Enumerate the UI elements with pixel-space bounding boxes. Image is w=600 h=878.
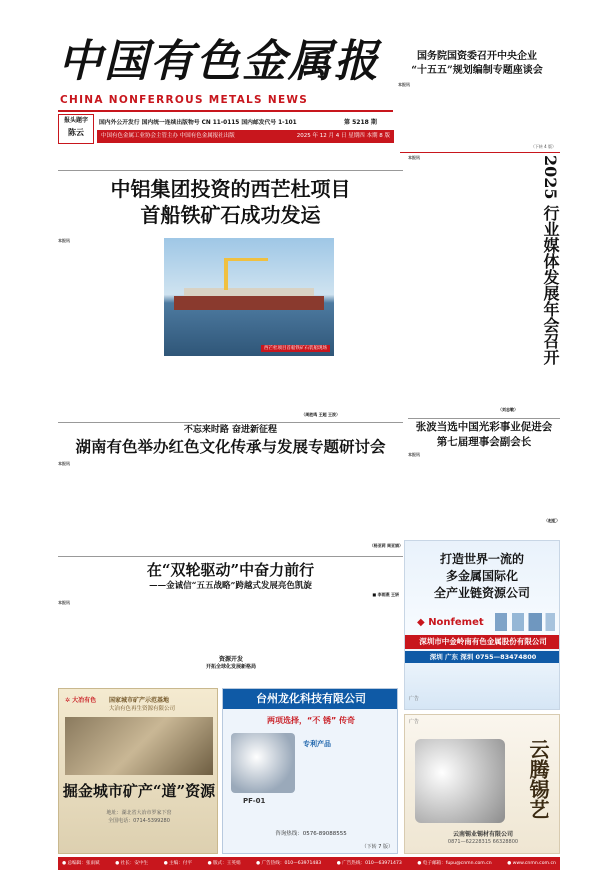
footer-website[interactable]: ● www.cnmn.com.cn	[507, 861, 556, 866]
footer-layout: ● 版式：王英娟	[207, 861, 241, 866]
footer-bar	[58, 857, 560, 870]
wheels-headline: 在“双轮驱动”中奋力前行	[146, 561, 315, 579]
lead-body-bottom	[164, 360, 334, 412]
masthead-title: 中国有色金属报	[58, 36, 380, 87]
lead-headline-1: 中铝集团投资的西芒杜项目	[110, 177, 351, 201]
yunteng-label: 广告	[409, 719, 420, 725]
zhang-author: （赵虹）	[544, 518, 560, 523]
city-mine-line1: 国家城市矿产示范基地	[109, 697, 170, 704]
culture-kicker: 不忘来时路 奋进新征程	[183, 425, 278, 435]
vertical-body	[408, 155, 536, 415]
taizhou-contact: 咨询热线：0576-89088555	[275, 831, 347, 837]
city-mine-logo	[65, 695, 96, 704]
culture-headline: 湖南有色举办红色文化传承与发展专题研讨会	[75, 437, 386, 456]
yunteng-ad	[404, 714, 560, 854]
zhang-headline-2: 第七届理事会副会长	[436, 436, 532, 448]
culture-byline: 本报讯	[58, 461, 70, 466]
taizhou-title: 台州龙化科技有限公司	[256, 692, 366, 705]
culture-body	[58, 461, 403, 543]
taizhou-product-photo	[231, 733, 295, 793]
taizhou-desc	[303, 751, 391, 811]
lead-divider	[58, 170, 403, 171]
sponsor-text: 中国有色金属工业协会主管主办 中国有色金属报社出版	[101, 133, 235, 139]
wheels-article	[58, 558, 403, 686]
top-right-article	[398, 50, 556, 150]
zhang-article	[408, 420, 560, 530]
yunteng-tins	[415, 739, 505, 823]
city-mine-addr2: 全国电话：0714-5399280	[108, 818, 170, 824]
footer-editor: ● 主编：付平	[163, 861, 193, 866]
wheels-section	[198, 654, 264, 670]
yunteng-phone: 0871—62228315 66328800	[447, 839, 519, 845]
footer-ad-hotline-1: ● 广告热线：010—63971483	[256, 861, 322, 866]
top-right-body	[398, 82, 556, 144]
masthead-line1: 国内外公开发行 国内统一连续出版物号 CN 11-0115 国内邮发代号 1-101	[99, 120, 297, 126]
nonfemet-label: 广告	[409, 696, 420, 702]
top-right-headline-1: 国务院国资委召开中央企业	[417, 51, 537, 62]
badge-line2: 陈云	[68, 128, 84, 137]
footer-chief-editor: ● 总编辑：张雨斌	[62, 861, 100, 866]
city-mine-ad	[58, 688, 218, 854]
ship-crane-arm	[224, 258, 268, 261]
top-right-more: （下转 4 版）	[530, 144, 556, 149]
top-right-headline-2: “十五五”规划编制专题座谈会	[411, 65, 543, 76]
issue-date: 2025 年 12 月 4 日 星期四 本期 8 版	[296, 133, 390, 139]
nonfemet-logo	[417, 617, 484, 628]
masthead-title-en: CHINA NONFERROUS METALS NEWS	[60, 94, 309, 106]
zhang-headline-1: 张波当选中国光彩事业促进会	[415, 421, 553, 433]
lead-body-right	[340, 238, 403, 418]
zhang-body	[408, 452, 560, 518]
zhang-byline: 本报讯	[408, 452, 420, 457]
badge-line1: 报头题字	[63, 117, 88, 124]
lead-photo-caption: 西芒杜项目首船铁矿石装船现场	[261, 345, 330, 352]
nonfemet-phone: 深圳 广东 深圳 0755—83474800	[405, 651, 560, 663]
nonfemet-logo-text: Nonfemet	[428, 617, 484, 628]
vertical-author: （刘志敏）	[498, 407, 518, 412]
city-mine-addr1: 地址：湖北省大冶市罗家下窑	[106, 810, 172, 816]
zhang-divider	[408, 418, 560, 419]
footer-ad-hotline-2: ● 广告热线：010—63971473	[336, 861, 402, 866]
vertical-byline: 本报讯	[408, 155, 420, 160]
nonfemet-headline-2: 多金属国际化	[445, 569, 518, 583]
yunteng-brand: 云腾锡艺	[526, 739, 550, 819]
ship-deck	[184, 288, 314, 296]
ship-hull	[174, 296, 324, 310]
vertical-article	[408, 155, 560, 417]
nonfemet-buildings	[495, 613, 555, 631]
masthead-rule	[58, 110, 393, 112]
city-mine-photo	[65, 717, 213, 775]
wheels-byline: 本报讯	[58, 600, 70, 605]
footer-email[interactable]: ● 电子邮箱：fupu@cnmn.com.cn	[417, 861, 492, 866]
wheels-author: ■ 李雨燕 王妍	[372, 592, 399, 597]
vertical-headline: 2025 行业媒体发展年会召开	[541, 155, 560, 366]
ship-crane	[224, 258, 228, 290]
issue-number: 第 5218 期	[344, 119, 377, 126]
nonfemet-logo-icon: ◆	[417, 617, 425, 628]
culture-article	[58, 424, 403, 552]
taizhou-slogan: 两项选择，“不 锈” 传奇	[266, 716, 356, 725]
wheels-subheadline: ——金诚信“五五战略”跨越式发展亮色凯旋	[149, 581, 312, 591]
nonfemet-ad	[404, 540, 560, 710]
city-mine-logo-text: 大冶有色	[72, 697, 97, 704]
city-mine-main: 掘金城市矿产“道”资源	[62, 782, 216, 800]
taizhou-product: 专利产品	[303, 740, 331, 748]
nonfemet-company-bar	[405, 635, 560, 649]
right-column-rule	[400, 152, 560, 153]
taizhou-ad	[222, 688, 398, 854]
lead-headline-2: 首船铁矿石成功发运	[140, 203, 321, 227]
city-mine-logo-icon: ✲	[65, 697, 71, 704]
wheels-section-1: 资源开发	[218, 656, 243, 663]
lead-author: （周胜鸣 王超 王波）	[301, 412, 340, 417]
taizhou-model: PF-01	[243, 797, 266, 805]
top-right-byline: 本报讯	[398, 82, 410, 87]
masthead-sponsor-bar	[97, 130, 394, 143]
masthead-badge	[58, 114, 94, 144]
lead-article	[58, 172, 403, 422]
nonfemet-headline-1: 打造世界一流的	[439, 552, 524, 566]
culture-author: （杨亚莉 周亚娟）	[369, 543, 403, 548]
lead-body-left	[58, 238, 158, 418]
wheels-section-2: 开拓全球化发展新格局	[205, 664, 256, 670]
lead-photo	[164, 238, 334, 356]
culture-divider	[58, 422, 403, 423]
nonfemet-company: 深圳市中金岭南有色金属股份有限公司	[419, 637, 547, 646]
yunteng-company: 云南锡业锡材有限公司	[452, 831, 513, 838]
taizhou-title-bar	[223, 689, 398, 709]
lead-byline: 本报讯	[58, 238, 70, 243]
footer-president: ● 社长：安中生	[115, 861, 149, 866]
wheels-divider	[58, 556, 403, 557]
nonfemet-headline-3: 全产业链资源公司	[433, 586, 530, 600]
city-mine-line2: 大冶有色再生资源有限公司	[109, 706, 176, 712]
taizhou-continued: （下转 7 版）	[361, 844, 393, 850]
